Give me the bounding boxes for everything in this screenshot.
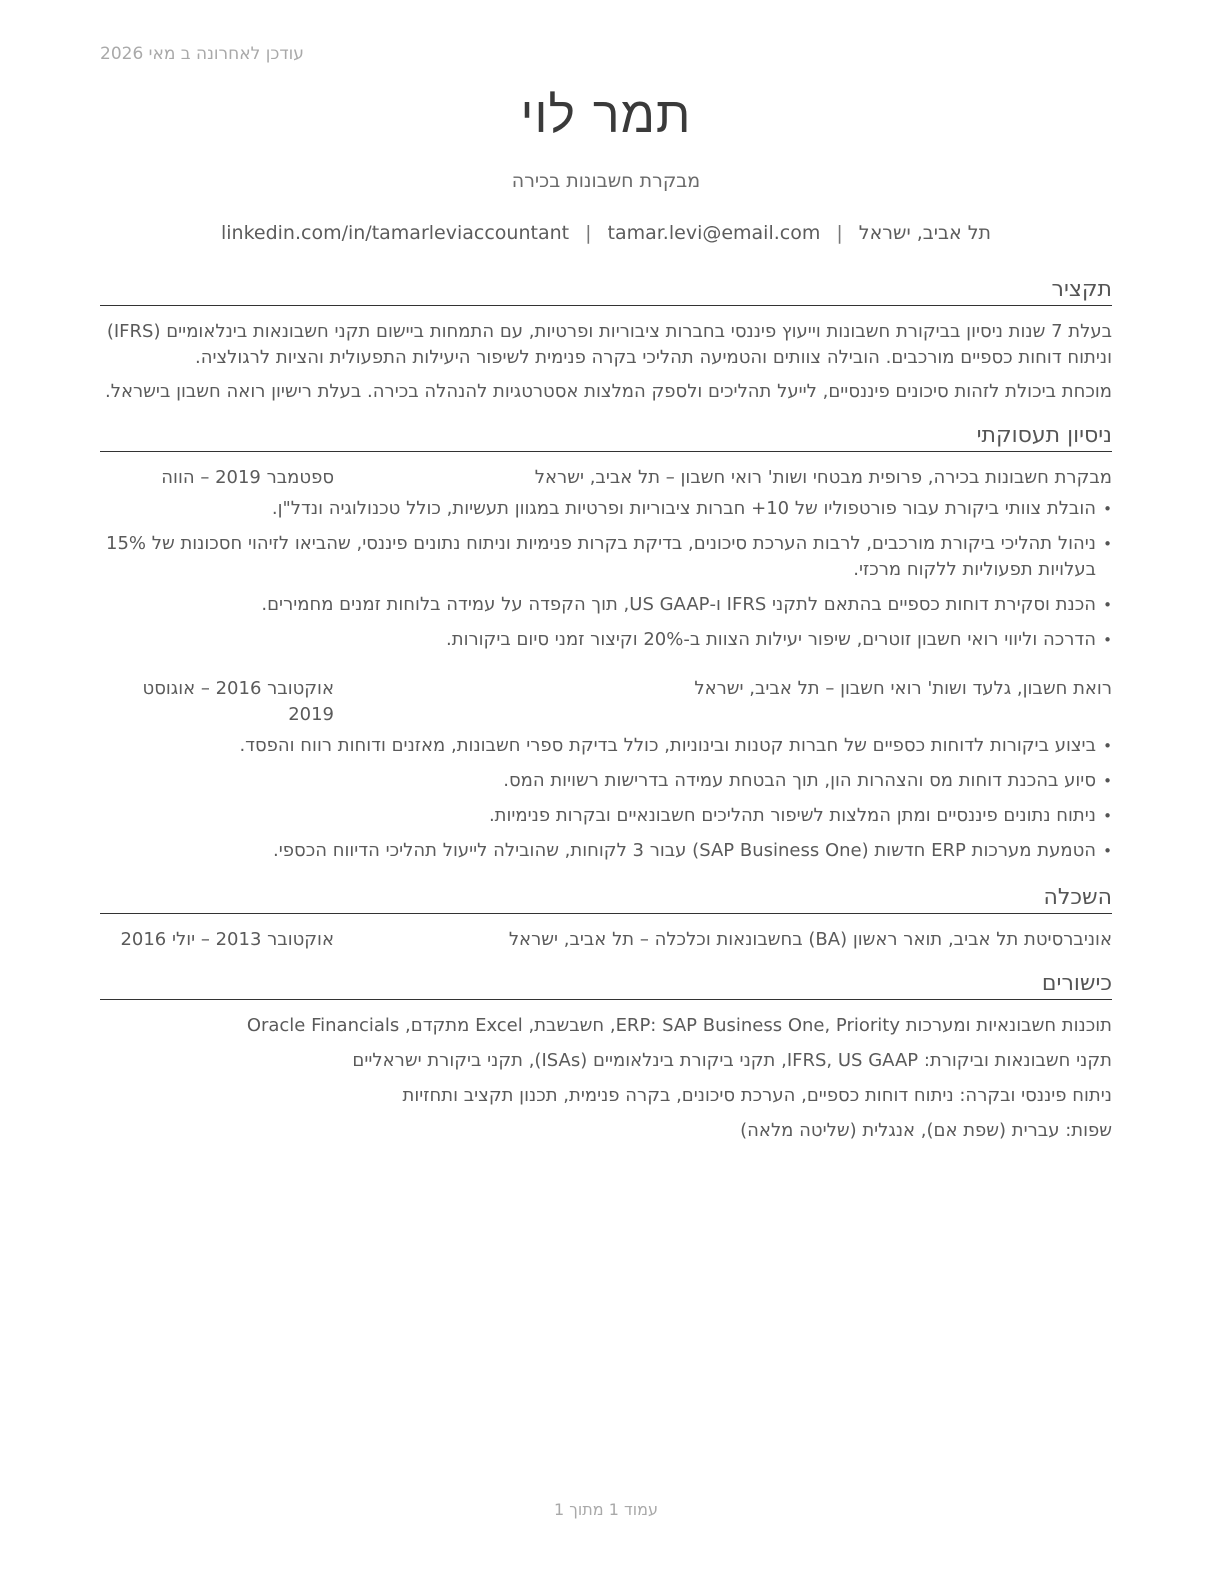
section-title-experience: ניסיון תעסוקתי xyxy=(100,422,1112,452)
candidate-name: תמר לוי xyxy=(520,86,692,144)
list-item: • הכנת וסקירת דוחות כספיים בהתאם לתקני IFRS ו-US GAAP, תוך הקפדה על עמידה בלוחות זמנים מחמירים. xyxy=(100,592,1112,618)
contact-location: תל אביב, ישראל xyxy=(858,222,992,244)
list-item: • הטמעת מערכות ERP חדשות (SAP Business One) עבור 3 לקוחות, שהובילה לייעול תהליכי הדיווח הכספי. xyxy=(100,838,1112,864)
skill-item: ניתוח פיננסי ובקרה: ניתוח דוחות כספיים, הערכת סיכונים, בקרה פנימית, תכנון תקציב ותחזיות xyxy=(402,1085,1112,1106)
job-role: מבקרת חשבונות בכירה, פרופית מבטחי ושות' רואי חשבון – תל אביב, ישראל xyxy=(534,467,1112,488)
list-item: • ביצוע ביקורות לדוחות כספיים של חברות קטנות ובינוניות, כולל בדיקת ספרי חשבונות, מאזנים ודוחות רווח והפסד. xyxy=(100,733,1112,759)
skill-item: שפות: עברית (שפת אם), אנגלית (שליטה מלאה) xyxy=(740,1120,1112,1141)
resume-page xyxy=(100,0,1112,1584)
list-item: • סיוע בהכנת דוחות מס והצהרות הון, תוך הבטחת עמידה בדרישות רשויות המס. xyxy=(100,768,1112,794)
section-title-skills: כישורים xyxy=(100,970,1112,1000)
summary-paragraph-1: בעלת 7 שנות ניסיון בביקורת חשבונות וייעוץ פיננסי בחברות ציבוריות ופרטיות, עם התמחות ביישום תקני חשבונאות בינלאומיים (IFRS) וניתוח דוחות כספיים מורכבים. הובילה צוותים והטמיעה תהליכי בקרה פנימית לשיפור היעילות התפעולית והציות לרגולציה. xyxy=(106,321,1112,368)
job-dates: אוקטובר 2016 – אוגוסט 2019 xyxy=(142,678,334,725)
page-number: עמוד 1 מתוך 1 xyxy=(554,1500,658,1519)
job-role: רואת חשבון, גלעד ושות' רואי חשבון – תל אביב, ישראל xyxy=(694,678,1112,699)
section-title-summary: תקציר xyxy=(100,276,1112,306)
candidate-title: מבקרת חשבונות בכירה xyxy=(511,170,701,192)
section-title-education: השכלה xyxy=(100,884,1112,914)
summary-paragraph-2: מוכחת ביכולת לזהות סיכונים פיננסיים, לייעל תהליכים ולספק המלצות אסטרטגיות להנהלה בכירה. בעלת רישיון רואה חשבון בישראל. xyxy=(105,381,1112,402)
job-bullets-1 xyxy=(100,496,1112,662)
contact-separator: | xyxy=(836,222,843,244)
contact-email[interactable]: tamar.levi@email.com xyxy=(607,222,821,244)
contact-line xyxy=(100,222,1112,244)
education-dates: אוקטובר 2013 – יולי 2016 xyxy=(120,929,334,950)
list-item: • ניהול תהליכי ביקורת מורכבים, לרבות הערכת סיכונים, בדיקת בקרות פנימיות וניתוח נתונים פיננסי, שהביאו לזיהוי חסכונות של 15% בעלויות תפעוליות ללקוח מרכזי. xyxy=(100,531,1112,583)
contact-separator: | xyxy=(585,222,592,244)
contact-linkedin[interactable]: linkedin.com/in/tamarleviaccountant xyxy=(220,222,570,244)
list-item: • ניתוח נתונים פיננסיים ומתן המלצות לשיפור תהליכים חשבונאיים ובקרות פנימיות. xyxy=(100,803,1112,829)
skill-item: תקני חשבונאות וביקורת: IFRS, US GAAP, תקני ביקורת בינלאומיים (ISAs), תקני ביקורת ישראליים xyxy=(352,1050,1112,1071)
list-item: • הובלת צוותי ביקורת עבור פורטפוליו של 10+ חברות ציבוריות ופרטיות במגוון תעשיות, כולל טכנולוגיה ונדל"ן. xyxy=(100,496,1112,522)
list-item: • הדרכה וליווי רואי חשבון זוטרים, שיפור יעילות הצוות ב-20% וקיצור זמני סיום ביקורות. xyxy=(100,627,1112,653)
job-dates: ספטמבר 2019 – הווה xyxy=(161,467,334,488)
last-updated: עודכן לאחרונה ב מאי 2026 xyxy=(100,44,304,64)
skill-item: תוכנות חשבונאיות ומערכות ERP: SAP Business One, Priority, חשבשבת, Excel מתקדם, Oracle Financials xyxy=(246,1015,1112,1036)
skills-list xyxy=(100,1013,1112,1153)
education-degree: אוניברסיטת תל אביב, תואר ראשון (BA) בחשבונאות וכלכלה – תל אביב, ישראל xyxy=(508,929,1112,950)
job-bullets-2 xyxy=(100,733,1112,873)
